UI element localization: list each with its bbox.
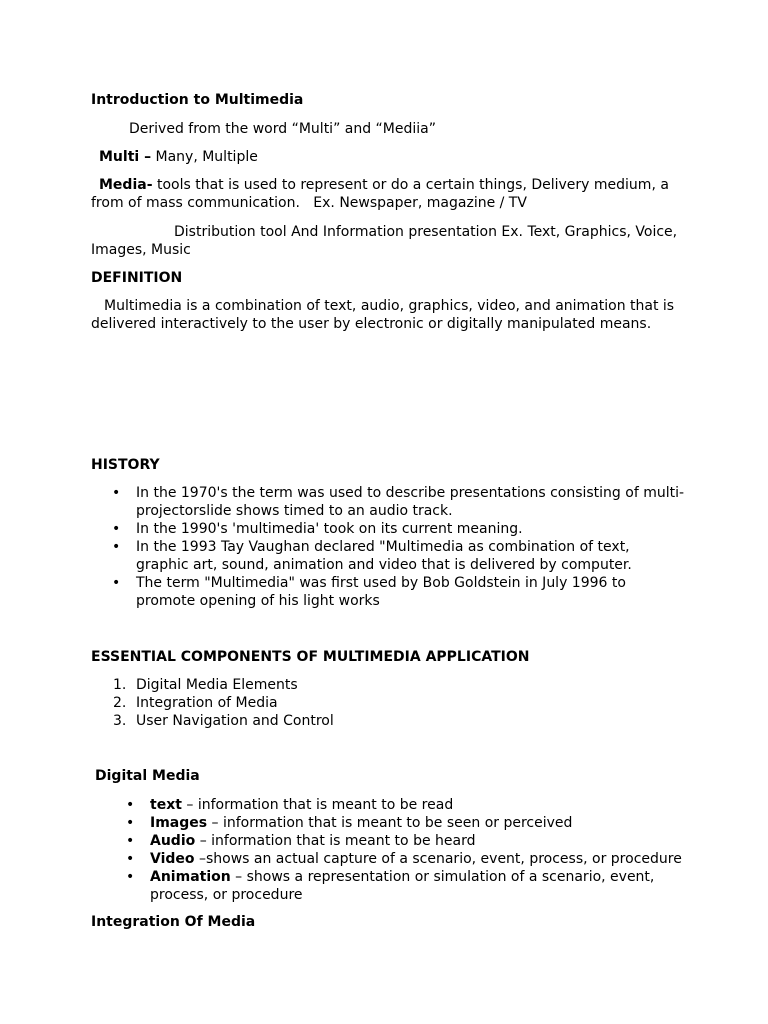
component-item-2: Integration of Media [136, 695, 278, 711]
media-definition-line1 [99, 176, 669, 194]
components-heading: ESSENTIAL COMPONENTS OF MULTIMEDIA APPLICATION [91, 649, 530, 665]
term-text: text [150, 797, 182, 813]
definition-line1: Multimedia is a combination of text, audio, graphics, video, and animation that is [104, 298, 675, 314]
distribution-line2: Images, Music [91, 242, 191, 258]
history-heading: HISTORY [91, 457, 160, 473]
derived-text: Derived from the word “Multi” and “Mediia” [129, 121, 437, 137]
digital-media-bullet: • [126, 833, 135, 849]
term-animation: Animation [150, 869, 231, 885]
term-images-desc: – information that is meant to be seen or perceived [207, 815, 573, 831]
term-audio: Audio [150, 833, 196, 849]
media-term: Media- [99, 177, 153, 193]
component-item-1: Digital Media Elements [136, 677, 298, 693]
history-item-4-line2: promote opening of his light works [136, 593, 380, 609]
digital-media-item-animation-line2: process, or procedure [150, 887, 303, 903]
digital-media-heading: Digital Media [95, 768, 200, 784]
digital-media-item-audio [150, 832, 475, 850]
digital-media-item-animation [150, 868, 654, 886]
history-bullet: • [112, 485, 121, 501]
integration-heading: Integration Of Media [91, 914, 256, 930]
term-text-desc: – information that is meant to be read [181, 797, 454, 813]
term-video-desc: –shows an actual capture of a scenario, event, process, or procedure [194, 851, 682, 867]
component-number: 1. [113, 677, 127, 693]
multi-term: Multi – [99, 149, 152, 165]
history-bullet: • [112, 521, 121, 537]
history-item-1-line1: In the 1970's the term was used to describe presentations consisting of multi- [136, 485, 685, 501]
history-item-4-line1: The term "Multimedia" was first used by Bob Goldstein in July 1996 to [136, 575, 626, 591]
media-desc: tools that is used to represent or do a certain things, Delivery medium, a [152, 177, 669, 193]
definition-heading: DEFINITION [91, 270, 183, 286]
history-item-3-line1: In the 1993 Tay Vaughan declared "Multimedia as combination of text, [136, 539, 630, 555]
history-bullet: • [112, 539, 121, 555]
digital-media-bullet: • [126, 797, 135, 813]
component-number: 3. [113, 713, 127, 729]
multi-definition [99, 148, 258, 166]
distribution-line1: Distribution tool And Information presentation Ex. Text, Graphics, Voice, [174, 224, 678, 240]
digital-media-item-text [150, 796, 453, 814]
digital-media-item-images [150, 814, 572, 832]
multi-desc: Many, Multiple [151, 149, 258, 165]
term-animation-desc: – shows a representation or simulation of a scenario, event, [230, 869, 655, 885]
term-audio-desc: – information that is meant to be heard [195, 833, 476, 849]
component-number: 2. [113, 695, 127, 711]
term-video: Video [150, 851, 195, 867]
term-images: Images [150, 815, 208, 831]
history-item-1-line2: projectorslide shows timed to an audio track. [136, 503, 453, 519]
history-item-2-line1: In the 1990's 'multimedia' took on its current meaning. [136, 521, 523, 537]
intro-heading: Introduction to Multimedia [91, 92, 304, 108]
definition-line2: delivered interactively to the user by electronic or digitally manipulated means. [91, 316, 652, 332]
digital-media-item-video [150, 850, 682, 868]
digital-media-bullet: • [126, 851, 135, 867]
component-item-3: User Navigation and Control [136, 713, 334, 729]
digital-media-bullet: • [126, 869, 135, 885]
media-definition-line2: from of mass communication. Ex. Newspaper, magazine / TV [91, 195, 527, 211]
history-bullet: • [112, 575, 121, 591]
digital-media-bullet: • [126, 815, 135, 831]
history-item-3-line2: graphic art, sound, animation and video that is delivered by computer. [136, 557, 632, 573]
